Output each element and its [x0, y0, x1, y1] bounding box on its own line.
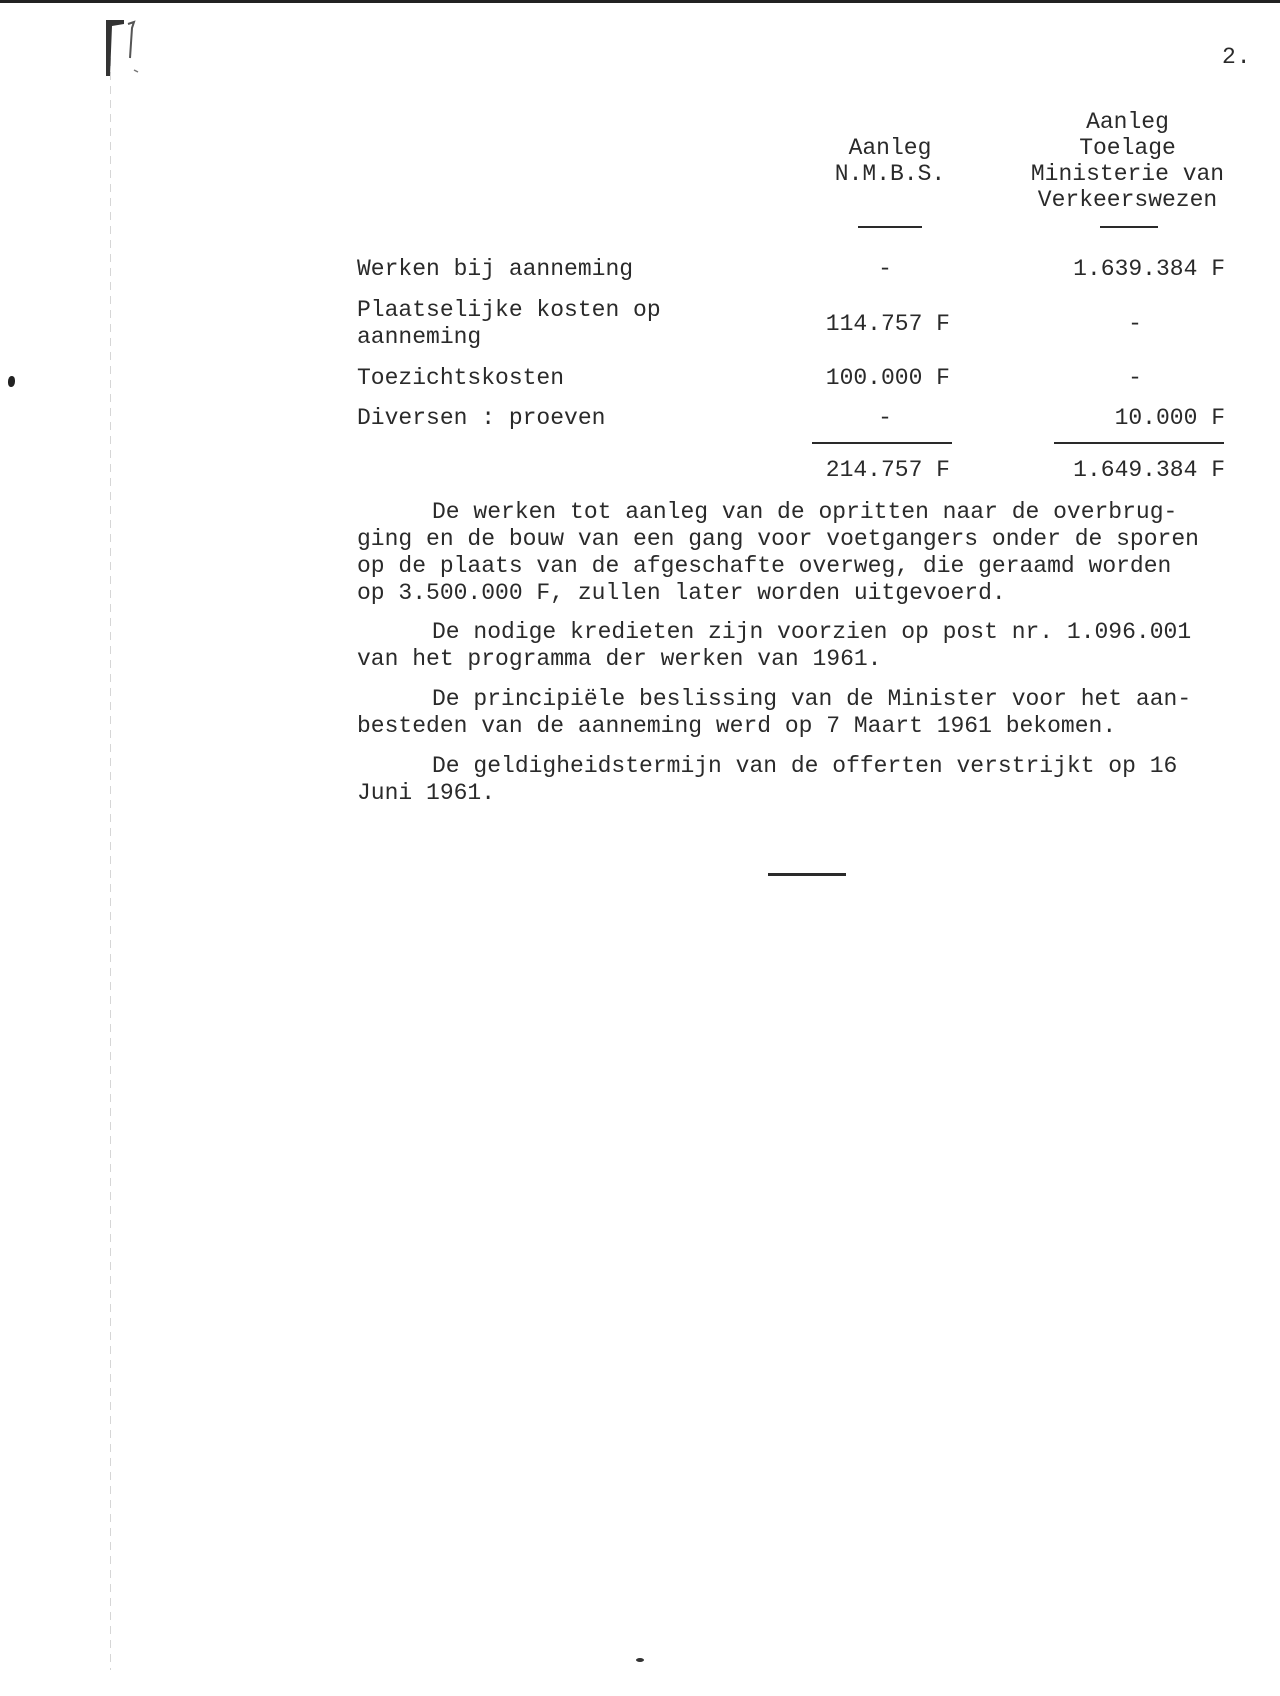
cell-ministerie: 10.000 F — [1114, 405, 1225, 431]
header-underline-ministerie — [1100, 226, 1158, 228]
row-label: aanneming — [357, 324, 482, 350]
total-nmbs: 214.757 F — [825, 457, 950, 483]
binding-margin-line — [110, 30, 111, 1670]
page-top-edge — [0, 0, 1280, 3]
total-ministerie: 1.649.384 F — [1073, 457, 1225, 483]
column-header-ministerie — [1015, 109, 1240, 213]
paragraph-line: besteden van de aanneming werd op 7 Maart 1961 bekomen. — [357, 713, 1117, 739]
cell-nmbs: - — [878, 256, 892, 282]
cell-nmbs: 114.757 F — [825, 311, 950, 337]
cell-ministerie: - — [1128, 365, 1142, 391]
column-header-line: Toelage — [1079, 135, 1176, 161]
paragraph-line: op 3.500.000 F, zullen later worden uitgevoerd. — [357, 580, 1006, 606]
paragraph-line: De werken tot aanleg van de opritten naar de overbrug- — [432, 499, 1178, 525]
paragraph-line: De geldigheidstermijn van de offerten verstrijkt op 16 — [432, 753, 1178, 779]
row-label: Diversen : proeven — [357, 405, 606, 431]
speck-mark — [636, 1658, 644, 1662]
column-header-nmbs — [790, 135, 990, 187]
paragraph — [357, 619, 1191, 673]
paragraph — [357, 499, 1199, 607]
column-header-line: Aanleg — [1086, 109, 1169, 135]
paragraph — [357, 753, 1177, 807]
paragraph-line: De principiële beslissing van de Minister voor het aan- — [432, 686, 1192, 712]
column-header-line: N.M.B.S. — [834, 161, 946, 187]
cell-nmbs: 100.000 F — [825, 365, 950, 391]
row-label: Plaatselijke kosten op — [357, 297, 661, 323]
staple-mark — [98, 18, 146, 78]
paragraph-line: De nodige kredieten zijn voorzien op post nr. 1.096.001 — [432, 619, 1192, 645]
closing-rule — [768, 873, 846, 876]
paragraph — [357, 686, 1191, 740]
paragraph-line: op de plaats van de afgeschafte overweg, die geraamd worden — [357, 553, 1172, 579]
total-rule-ministerie — [1054, 442, 1224, 444]
page-number: 2. — [1222, 44, 1252, 70]
row-label: Werken bij aanneming — [357, 256, 634, 282]
cell-ministerie: - — [1128, 311, 1142, 337]
total-rule-nmbs — [812, 442, 952, 444]
row-label: Toezichtskosten — [357, 365, 565, 391]
column-header-line: Verkeerswezen — [1037, 187, 1218, 213]
header-underline-nmbs — [858, 226, 922, 228]
cell-ministerie: 1.639.384 F — [1073, 256, 1225, 282]
paragraph-line: Juni 1961. — [357, 780, 496, 806]
paragraph-line: van het programma der werken van 1961. — [357, 646, 882, 672]
column-header-line: Aanleg — [848, 135, 932, 161]
cell-nmbs: - — [878, 405, 892, 431]
column-header-line: Ministerie van — [1030, 161, 1225, 187]
punch-hole-mark — [8, 376, 15, 387]
paragraph-line: ging en de bouw van een gang voor voetgangers onder de sporen — [357, 526, 1199, 552]
